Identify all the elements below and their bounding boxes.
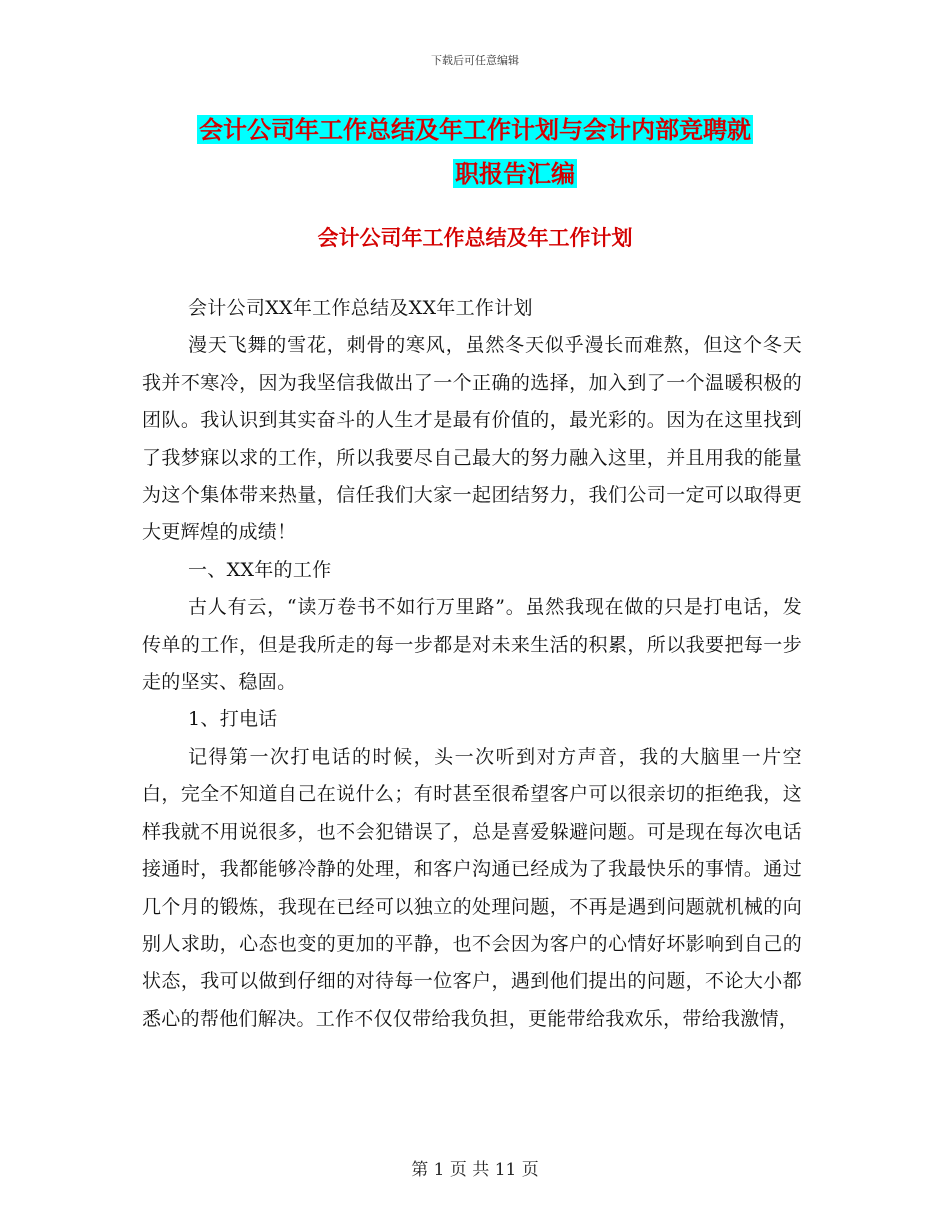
document-title-text-2: 职报告汇编 <box>455 159 575 188</box>
heading-work: 一、XX年的工作 <box>188 558 332 581</box>
document-body <box>142 290 802 1038</box>
header-note: 下载后可任意编辑 <box>431 54 519 67</box>
document-title-text-1: 会计公司年工作总结及年工作计划与会计内部竞聘就 <box>199 115 751 144</box>
paragraph-subtitle: 会计公司XX年工作总结及XX年工作计划 <box>188 297 533 319</box>
heading-phone-calls: 1、打电话 <box>188 708 278 731</box>
paragraph-intro: 漫天飞舞的雪花，刺骨的寒风，虽然冬天似乎漫长而难熬，但这个冬天我并不寒冷，因为我坚信我做出了一个正确的选择，加入到了一个温暖积极的团队。我认识到其实奋斗的人生才是最有价值的，最光彩的。因为在这里找到了我梦寐以求的工作，所以我要尽自己最大的努力融入这里，并且用我的能量为这个集体带来热量，信任我们大家一起团结努力，我们公司一定可以取得更大更辉煌的成绩！ <box>142 334 802 544</box>
paragraph-quote: 古人有云，“读万卷书不如行万里路”。虽然我现在做的只是打电话，发传单的工作，但是我所走的每一步都是对未来生活的积累，所以我要把每一步走的坚实、稳固。 <box>142 596 802 694</box>
section-title: 会计公司年工作总结及年工作计划 <box>317 225 633 250</box>
page-number-footer: 第 1 页 共 11 页 <box>411 1160 539 1180</box>
document-title-line-1 <box>0 113 950 147</box>
paragraph-phone-calls: 记得第一次打电话的时候，头一次听到对方声音，我的大脑里一片空白，完全不知道自己在说什么；有时甚至很希望客户可以很亲切的拒绝我，这样我就不用说很多，也不会犯错误了，总是喜爱躲避问题。可是现在每次电话接通时，我都能够冷静的处理，和客户沟通已经成为了我最快乐的事情。通过几个月的锻炼，我现在已经可以独立的处理问题，不再是遇到问题就机械的向别人求助，心态也变的更加的平静，也不会因为客户的心情好坏影响到自己的状态，我可以做到仔细的对待每一位客户，遇到他们提出的问题，不论大小都悉心的帮他们解决。工作不仅仅带给我负担，更能带给我欢乐，带给我激情， <box>142 745 802 1030</box>
document-title-line-2 <box>40 157 950 191</box>
